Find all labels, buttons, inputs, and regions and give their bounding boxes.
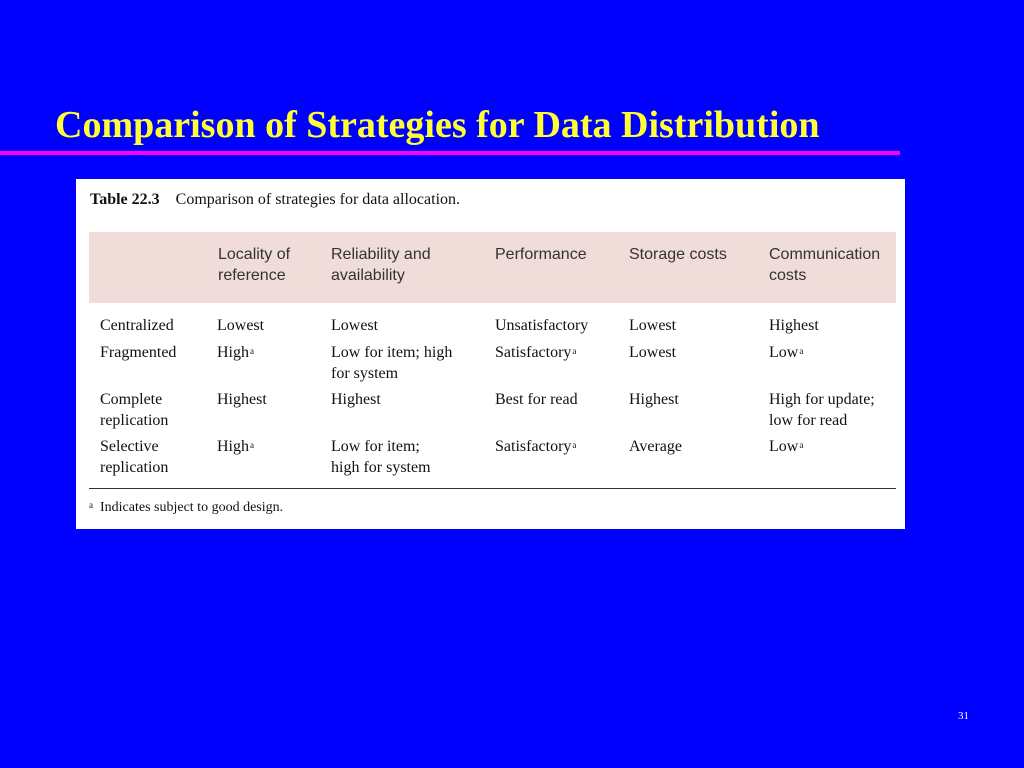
- table-cell: [495, 315, 589, 336]
- cell-text: Unsatisfactory: [495, 317, 589, 334]
- column-header-locality: Locality of reference: [218, 246, 291, 284]
- column-header-performance: Performance: [495, 246, 587, 263]
- title-underline: [0, 151, 900, 155]
- table-cell: [769, 315, 820, 336]
- cell-text: Complete replication: [100, 391, 169, 429]
- cell-text: High: [217, 438, 249, 455]
- cell-text: High: [217, 344, 249, 361]
- table-cell: [331, 342, 452, 384]
- table-caption: [90, 191, 460, 209]
- table-cell: [769, 342, 803, 363]
- cell-text: Satisfactory: [495, 438, 572, 455]
- cell-text: Highest: [217, 391, 267, 408]
- cell-text: Low: [769, 438, 799, 455]
- table-header-row: [89, 232, 896, 303]
- cell-text: Low: [769, 344, 799, 361]
- footnote-mark: a: [799, 440, 804, 450]
- table-footnote: [89, 500, 283, 516]
- cell-text: High for update; low for read: [769, 391, 875, 429]
- table-cell: [217, 342, 254, 363]
- table-cell: [217, 315, 265, 336]
- table-cell: [495, 342, 576, 363]
- cell-text: Centralized: [100, 317, 174, 334]
- slide-title: Comparison of Strategies for Data Distribution: [55, 104, 820, 146]
- table-cell: [100, 315, 175, 336]
- cell-text: Low for item; high for system: [331, 438, 431, 476]
- table-cell: [331, 389, 382, 410]
- table-cell: [495, 389, 579, 410]
- cell-text: Lowest: [217, 317, 265, 334]
- cell-text: Fragmented: [100, 344, 177, 361]
- table-cell: [495, 436, 576, 457]
- footnote-mark: a: [89, 500, 93, 510]
- cell-text: Lowest: [629, 317, 677, 334]
- footnote-mark: a: [250, 346, 254, 356]
- table-cell: [100, 389, 169, 431]
- footnote-mark: a: [799, 346, 804, 356]
- table-cell: [100, 436, 169, 478]
- table-caption-text: Comparison of strategies for data allocation.: [175, 191, 461, 208]
- table-image: [76, 179, 905, 529]
- table-cell: [629, 436, 683, 457]
- cell-text: Average: [629, 438, 682, 455]
- column-header-storage: Storage costs: [629, 246, 727, 263]
- table-cell: [100, 342, 177, 363]
- cell-text: Low for item; high for system: [331, 344, 453, 382]
- table-cell: [769, 436, 803, 457]
- table-cell: [629, 342, 677, 363]
- column-header-reliability: Reliability and availability: [331, 246, 431, 284]
- table-number: Table 22.3: [90, 191, 160, 208]
- page-number: 31: [958, 710, 969, 722]
- cell-text: Selective replication: [100, 438, 169, 476]
- footnote-mark: a: [572, 440, 577, 450]
- table-bottom-rule: [89, 488, 896, 489]
- footnote-mark: a: [572, 346, 577, 356]
- table-cell: [331, 315, 379, 336]
- table-cell: [217, 436, 254, 457]
- cell-text: Lowest: [629, 344, 677, 361]
- table-cell: [629, 389, 680, 410]
- table-cell: [769, 389, 875, 431]
- cell-text: Highest: [629, 391, 679, 408]
- cell-text: Lowest: [331, 317, 379, 334]
- table-cell: [331, 436, 432, 478]
- footnote-text: Indicates subject to good design.: [100, 500, 284, 515]
- table-cell: [217, 389, 268, 410]
- cell-text: Best for read: [495, 391, 578, 408]
- footnote-mark: a: [250, 440, 254, 450]
- cell-text: Satisfactory: [495, 344, 572, 361]
- table-cell: [629, 315, 677, 336]
- cell-text: Highest: [769, 317, 819, 334]
- column-header-communication: Communication costs: [769, 246, 881, 284]
- cell-text: Highest: [331, 391, 381, 408]
